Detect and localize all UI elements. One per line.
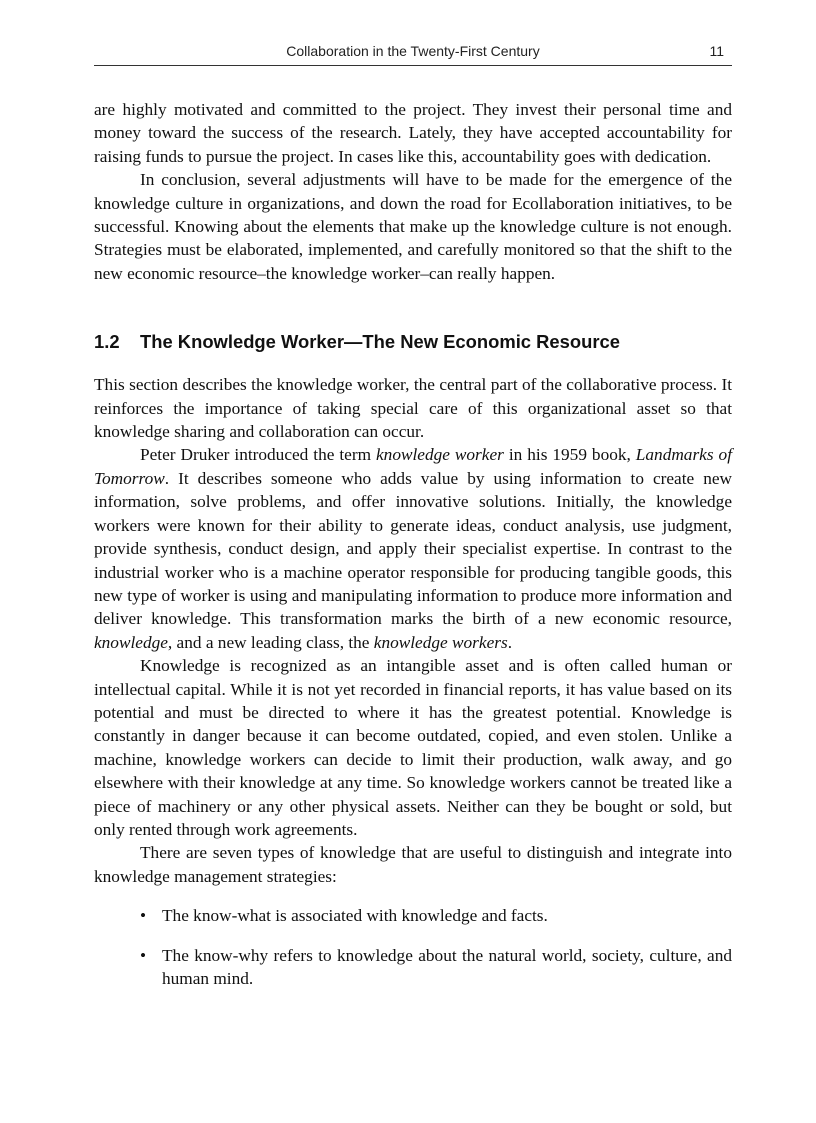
- paragraph-druker: Peter Druker introduced the term knowledge worker in his 1959 book, Landmarks of Tomorrow. It describes someone who adds value by using information to create new information, solve problems, and offer innovative solutions. Initially, the knowledge workers were known for their ability to generate ideas, conduct analysis, use judgment, provide synthesis, conduct design, and apply their specialist expertise. In contrast to the industrial worker who is a machine operator responsible for producing tangible goods, this new type of worker is using and manipulating information to produce more information and deliver knowledge. This transformation marks the birth of a new economic resource, knowledge, and a new leading class, the knowledge workers.: [94, 445, 732, 652]
- paragraph-conclusion: In conclusion, several adjustments will have to be made for the emergence of the knowledge culture in organizations, and down the road for Ecollaboration initiatives, to be successful. Knowing about the elements that make up the knowledge culture is not enough. Strategies must be elaborated, implemented, and carefully monitored so that the shift to the new economic resource–the knowledge worker–can really happen.: [94, 170, 732, 283]
- term-knowledge: knowledge: [94, 632, 168, 652]
- bullet-list: [94, 904, 732, 990]
- paragraph-knowledge-types: There are seven types of knowledge that are useful to distinguish and integrate into knowledge management strategies:: [94, 843, 732, 886]
- running-title: Collaboration in the Twenty-First Century: [286, 43, 540, 59]
- running-header: [94, 41, 732, 66]
- page-number: 11: [709, 43, 724, 59]
- body-text: [94, 98, 732, 1006]
- book-title: Landmarks of Tomorrow: [94, 445, 732, 488]
- list-item: [94, 904, 732, 927]
- section-title: The Knowledge Worker—The New Economic Resource: [140, 331, 620, 353]
- paragraph-knowledge-asset: Knowledge is recognized as an intangible asset and is often called human or intellectual capital. While it is not yet recorded in financial reports, it has value based on its potential and must be directed to where it has the greatest potential. Knowledge is constantly in danger because it can become outdated, copied, and even stolen. Unlike a machine, knowledge workers can decide to limit their production, walk away, and go elsewhere with their knowledge at any time. So knowledge workers cannot be treated like a piece of machinery or any other physical assets. Neither can they be bought or sold, but only rented through work agreements.: [94, 656, 732, 839]
- list-item: [94, 944, 732, 991]
- list-item-text: The know-what is associated with knowledge and facts.: [162, 906, 548, 926]
- section-heading: [94, 330, 732, 354]
- list-item-text: The know-why refers to knowledge about the natural world, society, culture, and human mind.: [162, 945, 732, 988]
- paragraph-section-intro: This section describes the knowledge worker, the central part of the collaborative process. It reinforces the importance of taking special care of this organizational asset so that knowledge sharing and collaboration can occur.: [94, 375, 732, 442]
- bullet-icon: •: [140, 945, 147, 965]
- term-knowledge-workers: knowledge workers: [373, 632, 508, 652]
- bullet-icon: •: [140, 906, 147, 926]
- term-knowledge-worker: knowledge worker: [376, 445, 504, 465]
- paragraph-continuation: are highly motivated and committed to the project. They invest their personal time and money toward the success of the research. Lately, they have accepted accountability for raising funds to pursue the project. In cases like this, accountability goes with dedication.: [94, 100, 732, 166]
- section-number: 1.2: [94, 331, 120, 353]
